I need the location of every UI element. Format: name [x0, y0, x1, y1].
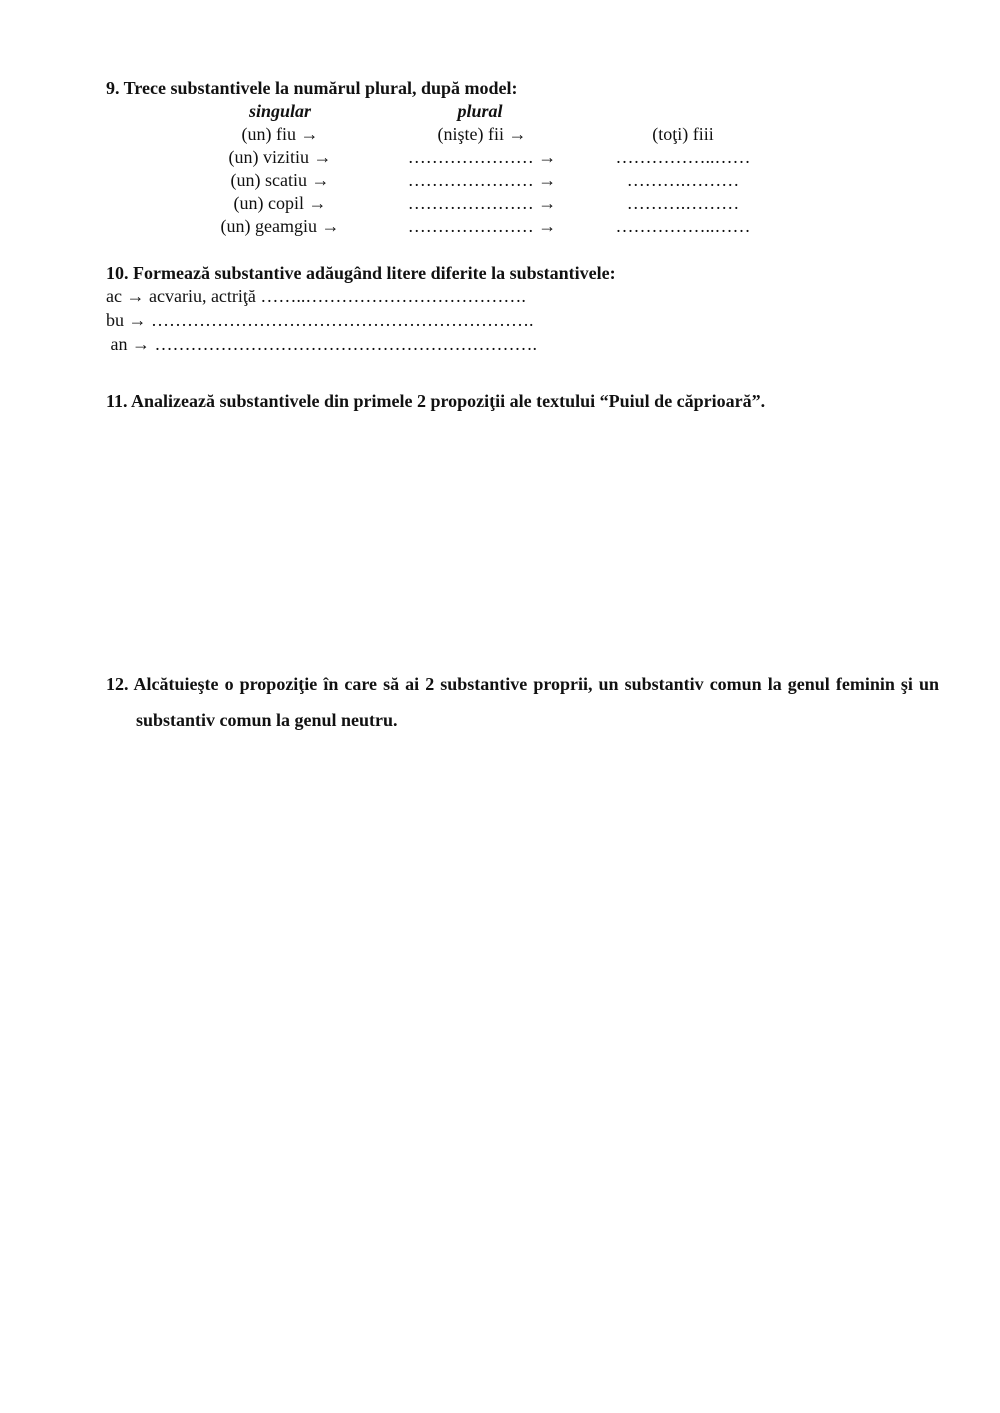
row-1-plural: (nişte) fii → [437, 124, 527, 144]
row-4-plural: ………………… → [407, 193, 557, 213]
column-header-plural: plural [457, 101, 503, 121]
row-2-plural: ………………… → [407, 147, 557, 167]
row-1-articulated: (toţi) fiii [652, 124, 714, 144]
exercise-9-title: 9. Trece substantivele la numărul plural, după model: [106, 78, 518, 98]
row-2-singular: (un) vizitiu → [228, 147, 332, 167]
row-3-articulated: ……….……… [626, 170, 740, 190]
row-4-articulated: ……….……… [626, 193, 740, 213]
exercise-10-line-ac: ac → acvariu, actriţă ……..………………………………. [106, 286, 526, 306]
exercise-10-title: 10. Formează substantive adăugând litere diferite la substantivele: [106, 263, 616, 283]
exercise-11-title: 11. Analizează substantivele din primele 2 propoziţii ale textului “Puiul de căprioară”. [106, 391, 766, 411]
row-3-plural: ………………… → [407, 170, 557, 190]
column-header-singular: singular [248, 101, 312, 121]
row-5-plural: ………………… → [407, 216, 557, 236]
row-1-singular: (un) fiu → [241, 124, 319, 144]
row-5-articulated: ……………..…… [615, 216, 751, 236]
row-3-singular: (un) scatiu → [230, 170, 330, 190]
exercise-10-line-bu: bu → ………………………………………………………. [106, 310, 534, 330]
row-4-singular: (un) copil → [233, 193, 327, 213]
exercise-10-line-an: an → ………………………………………………………. [106, 334, 537, 354]
row-2-articulated: ……………..…… [615, 147, 751, 167]
exercise-12-title: 12. Alcătuieşte o propoziţie în care să ai 2 substantive proprii, un substantiv comun la genul feminin şi un substantiv comun la genul neutru. [106, 674, 939, 730]
row-5-singular: (un) geamgiu → [220, 216, 340, 236]
